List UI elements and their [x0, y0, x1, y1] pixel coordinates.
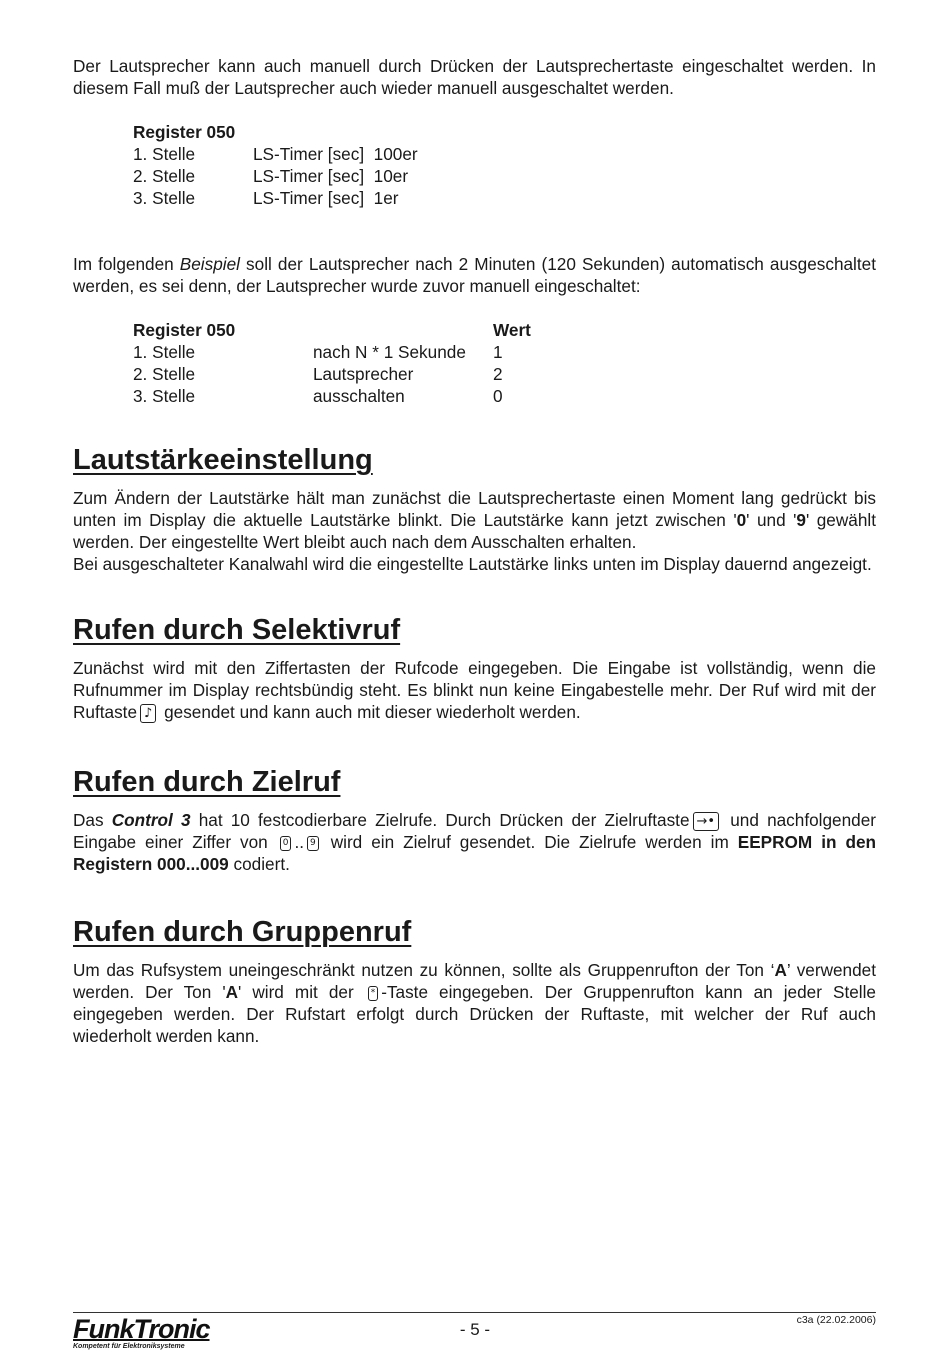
volume-paragraph-2: Bei ausgeschalteter Kanalwahl wird die eingestellte Lautstärke links unten im Display dauernd angezeigt.	[73, 554, 872, 574]
text-span: ..	[294, 832, 305, 852]
heading-target-call: Rufen durch Zielruf	[73, 766, 341, 798]
document-body	[73, 55, 876, 1047]
logo-wordmark: FunkTronic	[73, 1314, 210, 1344]
value-header: Wert	[493, 320, 531, 340]
text-span: Um das Rufsystem uneingeschränkt nutzen zu können, sollte als Gruppenrufton der Ton ‘	[73, 960, 775, 980]
register-description: ausschalten	[313, 386, 405, 406]
target-call-paragraph	[73, 809, 876, 875]
target-call-key-icon: →•	[693, 812, 720, 831]
text-span: ' und '	[746, 510, 797, 530]
selective-call-paragraph	[73, 657, 876, 723]
bold-text: EEPROM in den Registern 000...009	[73, 832, 877, 874]
bold-text: 0	[736, 510, 747, 530]
register-title: Register 050	[133, 122, 236, 142]
text-span: Das	[73, 810, 112, 830]
register-description: LS-Timer [sec] 100er	[253, 144, 418, 164]
call-key-icon: ♪	[140, 704, 156, 723]
text-span: Zunächst wird mit den Ziffertasten der Rufcode eingegeben. Die Eingabe ist vollständig, wenn die Rufnummer im Display rechtsbündig steht. Es blinkt nun keine Eingabestelle mehr. Der Ruf wird mit der Ruftaste	[73, 658, 876, 722]
register-description: LS-Timer [sec] 10er	[253, 166, 409, 186]
text-span: Zum Ändern der Lautstärke hält man zunächst die Lautsprechertaste einen Moment lang gedrückt bis unten im Display die aktuelle Lautstärke blinkt. Die Lautstärke kann jetzt zwischen '	[73, 488, 876, 530]
bold-text: 9	[796, 510, 806, 530]
table-row	[133, 187, 876, 209]
document-version: c3a (22.02.2006)	[796, 1314, 876, 1326]
logo-tagline: Kompetent für Elektroniksysteme	[73, 1343, 185, 1350]
star-key-icon: *	[368, 986, 379, 1001]
register-table-1	[133, 121, 876, 209]
table-row	[133, 143, 876, 165]
table-row	[133, 165, 876, 187]
italic-text: Beispiel	[179, 254, 240, 274]
text-span: Im folgenden	[73, 254, 180, 274]
digit-9-key-icon: 9	[307, 836, 319, 851]
register-position: 1. Stelle	[133, 144, 196, 164]
heading-selective-call: Rufen durch Selektivruf	[73, 614, 401, 646]
register-position: 1. Stelle	[133, 342, 196, 362]
footer-divider	[73, 1312, 876, 1313]
volume-paragraph-1	[73, 487, 876, 553]
page-number: - 5 -	[459, 1320, 491, 1339]
register-table-2	[133, 319, 876, 407]
register-position: 3. Stelle	[133, 386, 196, 406]
text-span: hat 10 festcodierbare Zielrufe. Durch Drücken der Zielruftaste	[190, 810, 690, 830]
text-span: wird ein Zielruf gesendet. Die Zielrufe werden im	[321, 832, 738, 852]
register-value: 2	[493, 364, 503, 384]
text-span: und nachfolgender Eingabe einer Ziffer von	[73, 810, 877, 852]
text-span: ' gewählt werden. Der eingestellte Wert bleibt auch nach dem Ausschalten erhalten.	[73, 510, 876, 552]
text-span: soll der Lautsprecher nach 2 Minuten (120 Sekunden) automatisch ausgeschaltet werden, es sei denn, der Lautsprecher wurde zuvor manuell eingeschaltet:	[73, 254, 876, 296]
table-row	[133, 385, 876, 407]
register-value: 1	[493, 342, 503, 362]
register-description: nach N * 1 Sekunde	[313, 342, 466, 362]
text-span: -Taste eingegeben. Der Gruppenrufton kann an jeder Stelle eingegeben werden. Der Rufstart erfolgt durch Drücken der Ruftaste, mit welcher der Ruf auch wiederholt werden kann.	[73, 982, 876, 1046]
product-name: Control 3	[111, 810, 191, 830]
table-header	[133, 319, 876, 341]
register-description: LS-Timer [sec] 1er	[253, 188, 399, 208]
example-paragraph	[73, 253, 876, 297]
heading-group-call: Rufen durch Gruppenruf	[73, 916, 412, 948]
register-position: 3. Stelle	[133, 188, 196, 208]
register-position: 2. Stelle	[133, 364, 196, 384]
text-span: ' wird mit der	[238, 982, 365, 1002]
text-span: codiert.	[228, 854, 290, 874]
table-row	[133, 341, 876, 363]
intro-paragraph: Der Lautsprecher kann auch manuell durch Drücken der Lautsprechertaste eingeschaltet werden. In diesem Fall muß der Lautsprecher auch wieder manuell ausgeschaltet werden.	[73, 56, 876, 98]
register-description: Lautsprecher	[313, 364, 414, 384]
register-value: 0	[493, 386, 503, 406]
group-call-paragraph	[73, 959, 876, 1047]
digit-0-key-icon: 0	[280, 836, 292, 851]
heading-volume: Lautstärkeeinstellung	[73, 444, 373, 476]
register-title: Register 050	[133, 320, 236, 340]
bold-text: A	[225, 982, 239, 1002]
text-span: gesendet und kann auch mit dieser wiederholt werden.	[159, 702, 581, 722]
bold-text: A	[774, 960, 787, 980]
register-position: 2. Stelle	[133, 166, 196, 186]
table-row	[133, 363, 876, 385]
text-span: ’ verwendet werden. Der Ton '	[73, 960, 876, 1002]
